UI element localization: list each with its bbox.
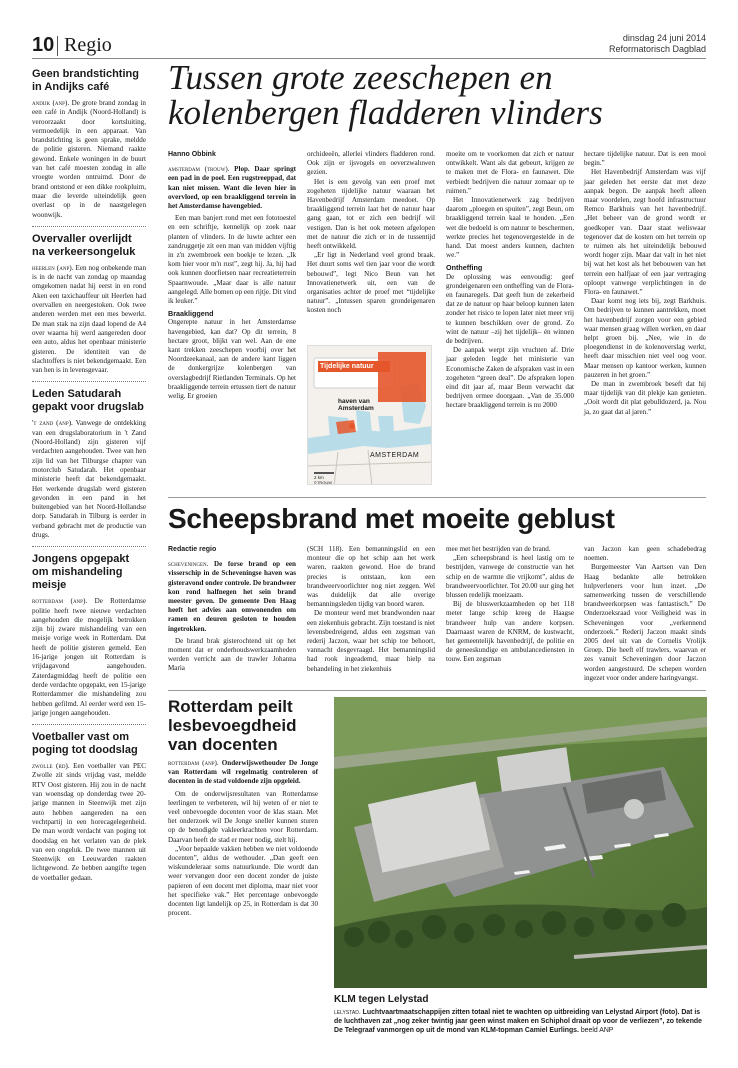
article1-paragraph: orchideeën, allerlei vlinders fladderen rond. Ook zijn er ijsvogels en oeverzwaluwen gezien.	[307, 150, 435, 177]
brief-divider	[32, 724, 146, 725]
article1-subhead: Ontheffing	[446, 263, 483, 273]
article1-subhead: Braakliggend	[168, 309, 214, 319]
article2-paragraph: De brand brak gisterochtend uit op het moment dat er onderhoudswerkzaamheden werden verricht aan de trawler Johanna Maria	[168, 636, 296, 673]
article1-paragraph: De aanpak werpt zijn vruchten af. Drie jaar geleden legde het ministerie van Economische Zaken de afspraken vast in een zogeheten “green deal”. De afspraken lopen eind dit jaar af, maar Beun verwacht dat bedrijven ermee doorgaan. „Van de 35.000 hectare braakliggend terrein is nu 2000	[446, 346, 574, 410]
article1-paragraph: De oplossing was eenvoudig: geef grondeigenaren een ontheffing van de Flora- en faunaregels. Dat geeft hun de zekerheid dat ze de natuur op haar beloop kunnen laten zonder het risico te lopen later niet meer vrij te kunnen beschikken over de grond. Zo wint de natuur –zij het tijdelijk– én winnen de bedrijven.	[446, 272, 574, 346]
brief-title: Voetballer vast om poging tot doodslag	[32, 731, 138, 757]
publication-name: Reformatorisch Dagblad	[608, 44, 706, 54]
caption-text: Luchtvaartmaatschappijen zitten totaal niet te wachten op uitbreiding van Lelystad Airport (foto). Dat is de luchthaven zat „nog zeker twintig jaar geen winst maken en Schiphol draait op voor de verliezen”, zo tekende De Telegraaf vanmorgen op uit de mond van KLM-topman Camiel Eurlings.	[334, 1009, 702, 1034]
map-legend-label: Tijdelijke natuur	[320, 363, 374, 370]
article2-paragraph: mee met het bestrijden van de brand.	[446, 545, 551, 553]
brief-divider	[32, 546, 146, 547]
airport-photo-image	[334, 697, 707, 988]
section-name: Regio	[64, 34, 112, 56]
article1-byline: Hanno Obbink	[168, 151, 216, 158]
harbour-map	[307, 345, 432, 485]
article2-paragraph: van Jaczon kan geen schadebedrag noemen.	[584, 545, 706, 563]
brief-body: De grote brand zondag in een café in Andijk (Noord-Holland) is veroorzaakt door kortsluiting, vermoedelijk in een apparaat. Van brandstichting is geen sprake, meldde de politie gisteren. Niemand raakte gewond. Enkele woningen in de buurt van het café moesten zondag in alle vroegte worden ontruimd. Door de brand ontstond er een dikke rookpluim, maar die leverde uiteindelijk geen overlast op in de naastgelegen woonwijk.	[32, 99, 146, 219]
brief-dateline: 't zand (anp).	[32, 418, 73, 428]
article-divider	[168, 497, 706, 498]
article2-column-3	[446, 545, 574, 665]
caption-dateline: lelystad.	[334, 1009, 361, 1016]
brief-title: Overvaller overlijdt na verkeersongeluk	[32, 232, 136, 258]
masthead-info	[609, 33, 706, 55]
article1-paragraph: Een man banjert rond met een fototoestel en een schriftje, kennelijk op zoek naar planten of vlinders. In de luwte achter een zandruggetje zit een man van midden vijftig in z'n zwembroek een boekje te lezen. „Ik kom hier voor m'n rust”, zegt hij. Ja, hij had ook kunnen doorfietsen naar recreatieterrein Spaarnwoude. „Maar daar is alle natuur aangelegd. Alle bomen op een rijtje. Dit vind ik leuker.”	[168, 214, 296, 306]
article3-paragraph: „Voor bepaalde vakken hebben we niet voldoende docenten”, aldus de wethouder. „Dan geeft een wiskundeleraar soms natuurkunde. Die wordt dan weer vervangen door een docent zonder de juiste papieren of een docent met diploma, maar niet voor het specifieke vak.” Het percentage onbevoegde docenten ligt landelijk op 25, in Rotterdam is dat 30 procent.	[168, 844, 318, 918]
article2-headline: Scheepsbrand met moeite geblust	[168, 503, 615, 534]
airport-aerial-photo	[334, 697, 707, 988]
issue-date: dinsdag 24 juni 2014	[622, 33, 706, 43]
article2-column-1	[168, 545, 296, 674]
article1-paragraph: „Er ligt in Nederland veel grond braak. Het duurt soms wel tien jaar voor die wordt bebouwd”, legt Nico Beun van het Innovatienetwerk uit, een van de organisaties achter de proef met “tijdelijke natuur”. „Intussen sparen grondeigenaren kosten noch	[307, 251, 435, 315]
article-divider	[168, 690, 706, 691]
map-credit: ©TROUW	[314, 480, 333, 485]
map-city-label: AMSTERDAM	[370, 452, 420, 459]
brief-body: De Rotterdamse politie heeft twee nieuwe verdachten aangehouden die mogelijk betrokken zijn bij zware mishandeling van een meisje vorige week in Rotterdam. Dat heeft de politie gisteren gemeld. Een 16-jarige jongen uit Rotterdam is vrijdagavond aangehouden. Zaterdagmiddag heeft de politie een derde verdachte opgepakt, een 15-jarige Rotterdammer die mishandeling zou hebben gefilmd. Al eerder werd een 15-jarige jongen aangehouden.	[32, 597, 147, 717]
article2-byline: Redactie regio	[168, 546, 217, 553]
article1-paragraph: Daar komt nog iets bij, zegt Barkhuis. Om bedrijven te kunnen aantrekken, moet het havenbedrijf zorgen voor een gebied waar mensen graag willen werken, en daar helpt groen bij. „Nee, wie in de ploegendienst in de kolenoverslag werkt, heeft daar misschien niet veel oog voor. Maar mensen op kantoor werken, kunnen pauzeren in het groen.”	[584, 297, 706, 379]
article1-column-4	[584, 150, 706, 417]
article1-paragraph: moeite om te voorkomen dat zich er natuur ontwikkelt. Want als dat gebeurt, krijgen ze te maken met de Flora- en faunawet. Die verbiedt bedrijven die natuur zomaar op te ruimen.”	[446, 150, 574, 195]
brief-dateline: heerlen (anp).	[32, 262, 74, 272]
article2-paragraph: „Een scheepsbrand is heel lastig om te bestrijden, vanwege de constructie van het schip en de warmte die vrijkomt”, aldus de brandweervoorlichter. Tot 20.00 uur ging het blussen redelijk moeizaam.	[446, 554, 574, 600]
article1-column-3	[446, 150, 574, 411]
article1-paragraph: De man in zwembroek beseft dat hij maar tijdelijk van dit plekje kan genieten. „Ooit wordt dit plat gebulldozerd, ja. Nou ja, zo gaat dat al jaren.”	[584, 380, 706, 416]
brief-divider	[32, 381, 146, 382]
brief-title: Jongens opgepakt om mishandeling meisje	[32, 553, 130, 592]
article1-paragraph: Het is een gevolg van een proef met zogeheten tijdelijke natuur waaraan het Havenbedrijf Amsterdam meedoet. Op braakliggend terrein laat het de natuur haar gang gaan, tot er zich een bedrijf wil vestigen. Dan is het ook meteen afgelopen met de natuur die zich er in de tussentijd heeft ontwikkeld.	[307, 177, 435, 251]
article2-paragraph: Burgemeester Van Aartsen van Den Haag bedankte alle betrokken hulpverleners voor hun inzet. „De samenwerking tussen de verschillende brandweerkorpsen was fantastisch.” De Onderzoeksraad voor Veiligheid was in Scheveningen voor „verkennend onderzoek.” Rederij Jaczon maakt sinds 2005 deel uit van de Cornelis Vrolijk Groep. Die heeft elf trawlers, waarvan er zes vanuit Scheveningen door Jaczon worden aangestuurd. De schepen worden ingezet voor onder andere haringvangst.	[584, 563, 706, 682]
article3-dateline: rotterdam (anp).	[168, 759, 219, 767]
news-brief	[32, 553, 146, 725]
brief-title: Geen brandstichting in Andijks café	[32, 68, 139, 93]
brief-body: Vanwege de ontdekking van een drugslaboratorium in 't Zand (Noord-Holland) zijn gisteren vijf verdachten aangehouden. Twee van hen zijn lid van het Tilburgse chapter van motorclub Satudarah. Het openbaar ministerie heeft dat bekendgemaakt. Het werkende drugslab werd gisteren gevonden in een pand in het buitengebied van het Noord-Hollandse dorp. Satudarah in Tilburg is eerder in verband gebracht met de productie van drugs.	[32, 419, 146, 539]
article2-paragraph: (SCH 118). Een bemanningslid en een monteur die op het schip aan het werk waren, raakten gewond. Hoe de brand precies is ontstaan, kon een brandweervoorlichter nog niet zeggen. Wel was duidelijk dat alle overige bemanningsleden tijdig van boord waren.	[307, 545, 435, 609]
article1-paragraph: Ongerepte natuur in het Amsterdamse havengebied, kan dat? Op dit terrein, 8 hectare groot, blijkt van wel. Aan de ene kant trekken zeeschepen voorbij over het Noordzeekanaal, aan de andere kant liggen de donkergrijze kolenbergen van overslagbedrijf Rietlanden Terminals. Op het braakliggende terrein ertussen tiert de natuur welig. Er groeien	[168, 318, 297, 401]
article2-column-4	[584, 545, 706, 683]
article1-column-1	[168, 150, 296, 401]
page-number: 10	[32, 34, 55, 56]
brief-dateline: rotterdam (anp).	[32, 596, 88, 606]
article1-paragraph: Het Havenbedrijf Amsterdam was vijf jaar geleden het eerste dat met deze aanpak begon. De aanpak heeft alleen maar voordelen, zegt hoofd infrastructuur Remco Barkhuis van het havenbedrijf. „Het beheer van de grond wordt er goedkoper van. Daar staat weliswaar tegenover dat de kosten om het terrein op te ruimen als het uiteindelijk bebouwd wordt hoger zijn. Maar dat valt in het niet bij wat het kost als het bebouwen van het terrein een halfjaar of een jaar vertraging oploopt vanwege verplichtingen in de Flora- en faunawet.”	[584, 168, 706, 297]
article1-intro: Plop. Daar springt een pad in de poel. Een rugstreeppad, dat kan niet missen. Want die leven hier in overvloed, op een braakliggend terrein in het Amsterdamse havengebied.	[168, 165, 296, 211]
news-briefs-column	[32, 62, 146, 883]
article1-paragraph: hectare tijdelijke natuur. Dat is een mooi begin.”	[584, 150, 706, 168]
brief-body: Een nog onbekende man is in de nacht van zondag op maandag omgekomen nadat hij eerst in en rond Aken een taxichauffeur uit Heerlen had overvallen en neergestoken. Ook twee anderen werden met een mes bewerkt. De man stak na zijn daad lopend de A4 over waarna hij werd aangereden door een auto, aldus het openbaar ministerie gisteren. De identiteit van de slachtoffers is niet bekendgemaakt. Een van hen is in levensgevaar.	[32, 263, 146, 375]
brief-body: Een voetballer van PEC Zwolle zit sinds vrijdag vast, meldde RTV Oost gisteren. Hij zou in de nacht van woensdag op donderdag twee 20-jarige mannen in Steenwijk met zijn auto hebben aangereden na een vechtpartij in een horecagelegenheid. De man wordt verdacht van poging tot doodslag en het verlaten van de plek van een ongeluk. De twee mannen uit Steenwijk en Leeuwarden raakten lichtgewond. Ze hebben aangifte tegen de voetballer gedaan.	[32, 762, 146, 882]
article3-paragraph: Om de onderwijsresultaten van Rotterdamse leerlingen te verbeteren, wil hij weten of er niet te veel onbevoegde docenten voor de klas staan. Met het onderzoek wil De Jonge sneller kunnen sturen op de benodigde vakleerkrachten voor Rotterdam. Daarvan heeft de stad er meer nodig, stelt hij.	[168, 789, 318, 844]
article1-column-2	[307, 150, 435, 316]
article1-headline: Tussen grote zeeschepen en kolenbergen fladderen vlinders	[168, 58, 603, 132]
article2-column-2	[307, 545, 435, 674]
brief-dateline: andijk (anp).	[32, 98, 70, 107]
map-scale: 2 km	[314, 475, 324, 480]
article2-dateline: scheveningen.	[168, 560, 209, 569]
news-brief	[32, 388, 146, 547]
map-harbour-label: haven van Amsterdam	[338, 398, 374, 412]
article1-dateline: amsterdam (trouw).	[168, 165, 230, 174]
photo-caption-title: KLM tegen Lelystad	[334, 994, 429, 1005]
article3-headline: Rotterdam peilt lesbevoegdheid van docenten	[168, 697, 297, 754]
article2-paragraph: Bij de bluswerkzaamheden op het 118 meter lange schip kreeg de Haagse brandweer hulp van andere korpsen. Daarnaast waren de KNRM, de kustwacht, het gemeentelijk havenbedrijf, de politie en de geneeskundige en ambulancediensten in touw. Een zegsman	[446, 600, 574, 664]
news-brief	[32, 731, 146, 883]
brief-title: Leden Satudarah gepakt voor drugslab	[32, 388, 144, 414]
article3-intro: Onderwijswethouder De Jonge van Rotterdam wil regelmatig controleren of docenten in de stad voldoende zijn opgeleid.	[168, 759, 318, 786]
photo-credit: beeld ANP	[580, 1027, 614, 1034]
photo-caption	[334, 1008, 707, 1035]
news-brief	[32, 68, 146, 227]
article1-paragraph: Het Innovatienetwerk zag bedrijven daarom „ploegen en spuiten”, zegt Beun, om braakliggend terrein kaal te houden. „Een wet die bedoeld is om natuur te beschermen, werkte precies het tegenovergestelde in de hand. Dat moest anders kunnen, dachten we.”	[446, 196, 574, 260]
article2-intro: De forse brand op een visserschip in de Scheveningse haven was gisteravond onder controle. De brandweer kon rond halfnegen het sein brand meester geven. De gemeente Den Haag heeft het advies aan omwonenden om ramen en deuren gesloten te houden ingetrokken.	[168, 560, 297, 633]
brief-divider	[32, 226, 146, 227]
article2-paragraph: De monteur werd met brandwonden naar een ziekenhuis gebracht. Zijn toestand is niet levensbedreigend, aldus een zegsman van rederij Jaczon, waar het schip toe behoort, vannacht desgevraagd. Het bemanningslid had rook ingeademd, maar hielp na behandeling in het ziekenhuis	[307, 609, 435, 673]
brief-dateline: zwolle (rd).	[32, 761, 70, 771]
news-brief	[32, 233, 146, 383]
article3-body	[168, 759, 318, 918]
